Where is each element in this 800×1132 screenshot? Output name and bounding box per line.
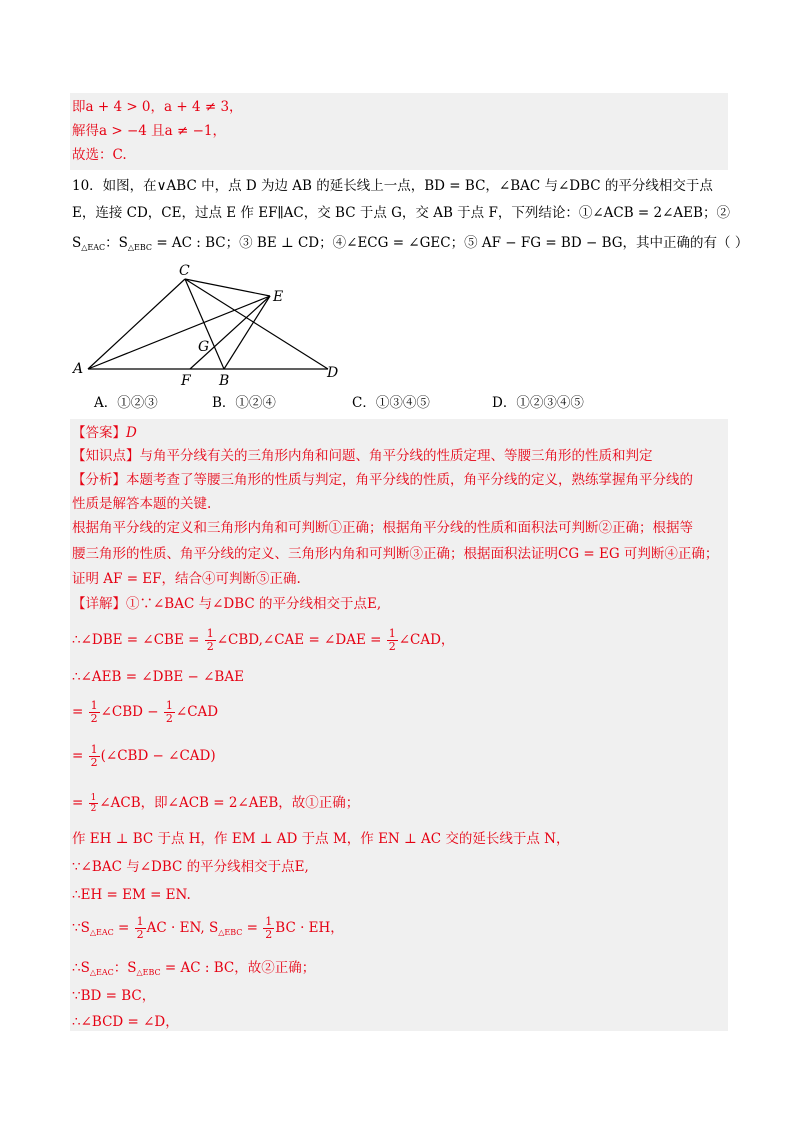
label-A: A bbox=[73, 361, 84, 377]
analysis-line-1: 【分析】本题考查了等腰三角形的性质与判定，角平分线的性质，角平分线的定义，熟练掌握角平分线的 bbox=[72, 472, 693, 488]
detail-line-4: = $\frac{1}{2}$ ∠CBD − $\frac{1}{2}$ ∠CAD bbox=[72, 699, 219, 725]
fraction-half: $\frac{1}{2}$ bbox=[165, 699, 173, 725]
option-d: D．①②③④⑤ bbox=[492, 395, 584, 411]
geometry-figure bbox=[60, 258, 360, 388]
detail-line-10: $\because S_{\triangle EAC}$ = $\frac{1}{2}$ AC · EN, $S_{\triangle EBC}$ = $\frac{1}{2}$ BC · EH， bbox=[72, 915, 344, 941]
detail-line-6: = $\frac{1}{2}$ ∠ACB，即∠ACB = 2∠AEB，故①正确； bbox=[72, 793, 360, 814]
analysis-line-2: 性质是解答本题的关键. bbox=[72, 496, 212, 512]
analysis-line-4: 腰三角形的性质、角平分线的定义、三角形内角和可判断③正确；根据面积法证明CG = EG 可判断④正确； bbox=[72, 546, 719, 562]
option-a: A．①②③ bbox=[94, 395, 158, 411]
fraction-half: $\frac{1}{2}$ bbox=[388, 627, 396, 653]
detail-line-3: ∴∠AEB = ∠DBE − ∠BAE bbox=[72, 669, 244, 685]
prev-line-1: 即a + 4 > 0，a + 4 ≠ 3， bbox=[72, 99, 243, 115]
label-E: E bbox=[273, 289, 284, 305]
fraction-half: $\frac{1}{2}$ bbox=[90, 793, 97, 814]
detail-line-13: ∴∠BCD = ∠D， bbox=[72, 1014, 179, 1030]
fraction-half: $\frac{1}{2}$ bbox=[90, 699, 98, 725]
label-F: F bbox=[181, 373, 191, 388]
knowledge-line: 【知识点】与角平分线有关的三角形内角和问题、角平分线的性质定理、等腰三角形的性质和判定 bbox=[72, 448, 653, 464]
detail-line-1: 【详解】①∵∠BAC 与∠DBC 的平分线相交于点E, bbox=[72, 596, 382, 612]
question-line-2: E，连接 CD，CE，过点 E 作 EF∥AC，交 BC 于点 G，交 AB 于点 F，下列结论：①∠ACB = 2∠AEB；② bbox=[72, 205, 730, 221]
fraction-half: $\frac{1}{2}$ bbox=[136, 915, 144, 941]
line-AC bbox=[88, 279, 185, 369]
question-line-3: $S_{\triangle EAC}$：$S_{\triangle EBC}$ = AC : BC；③ BE ⊥ CD；④∠ECG = ∠GEC；⑤ AF − FG = BD − BG，其中正确的有（ ） bbox=[72, 235, 749, 252]
fraction-half: $\frac{1}{2}$ bbox=[206, 627, 214, 653]
fraction-half: $\frac{1}{2}$ bbox=[265, 915, 273, 941]
prev-line-3: 故选：C. bbox=[72, 147, 127, 163]
line-CD bbox=[185, 279, 328, 369]
option-c: C．①③④⑤ bbox=[352, 395, 430, 411]
option-b: B．①②④ bbox=[212, 395, 276, 411]
analysis-line-3: 根据角平分线的定义和三角形内角和可判断①正确；根据角平分线的性质和面积法可判断②正确；根据等 bbox=[72, 520, 693, 536]
prev-line-2: 解得a > −4 且a ≠ −1， bbox=[72, 123, 226, 139]
detail-line-12: ∵BD = BC， bbox=[72, 988, 156, 1004]
label-G: G bbox=[198, 339, 210, 355]
fraction-half: $\frac{1}{2}$ bbox=[90, 743, 98, 769]
line-AE bbox=[88, 296, 270, 369]
answer-value: D bbox=[126, 425, 137, 441]
detail-line-7: 作 EH ⊥ BC 于点 H，作 EM ⊥ AD 于点 M，作 EN ⊥ AC 交的延长线于点 N， bbox=[72, 831, 570, 847]
detail-line-9: ∴EH = EM = EN. bbox=[72, 887, 191, 903]
label-B: B bbox=[219, 373, 230, 388]
answer-line: 【答案】D bbox=[72, 425, 137, 441]
detail-line-8: ∵∠BAC 与∠DBC 的平分线相交于点E, bbox=[72, 859, 309, 875]
label-D: D bbox=[327, 365, 339, 381]
question-line-1: 10．如图，在∨ABC 中，点 D 为边 AB 的延长线上一点，BD = BC，∠BAC 与∠DBC 的平分线相交于点 bbox=[72, 178, 713, 194]
line-BE bbox=[224, 296, 270, 369]
detail-line-11: $\therefore S_{\triangle EAC}$：$S_{\triangle EBC}$ = AC : BC，故②正确； bbox=[72, 960, 316, 977]
label-C: C bbox=[179, 263, 190, 279]
detail-line-5: = $\frac{1}{2}$ (∠CBD − ∠CAD) bbox=[72, 743, 216, 769]
detail-line-2: ∴∠DBE = ∠CBE = $\frac{1}{2}$ ∠CBD,∠CAE = ∠DAE = $\frac{1}{2}$ ∠CAD， bbox=[72, 627, 455, 653]
analysis-line-5: 证明 AF = EF，结合④可判断⑤正确. bbox=[72, 571, 301, 587]
